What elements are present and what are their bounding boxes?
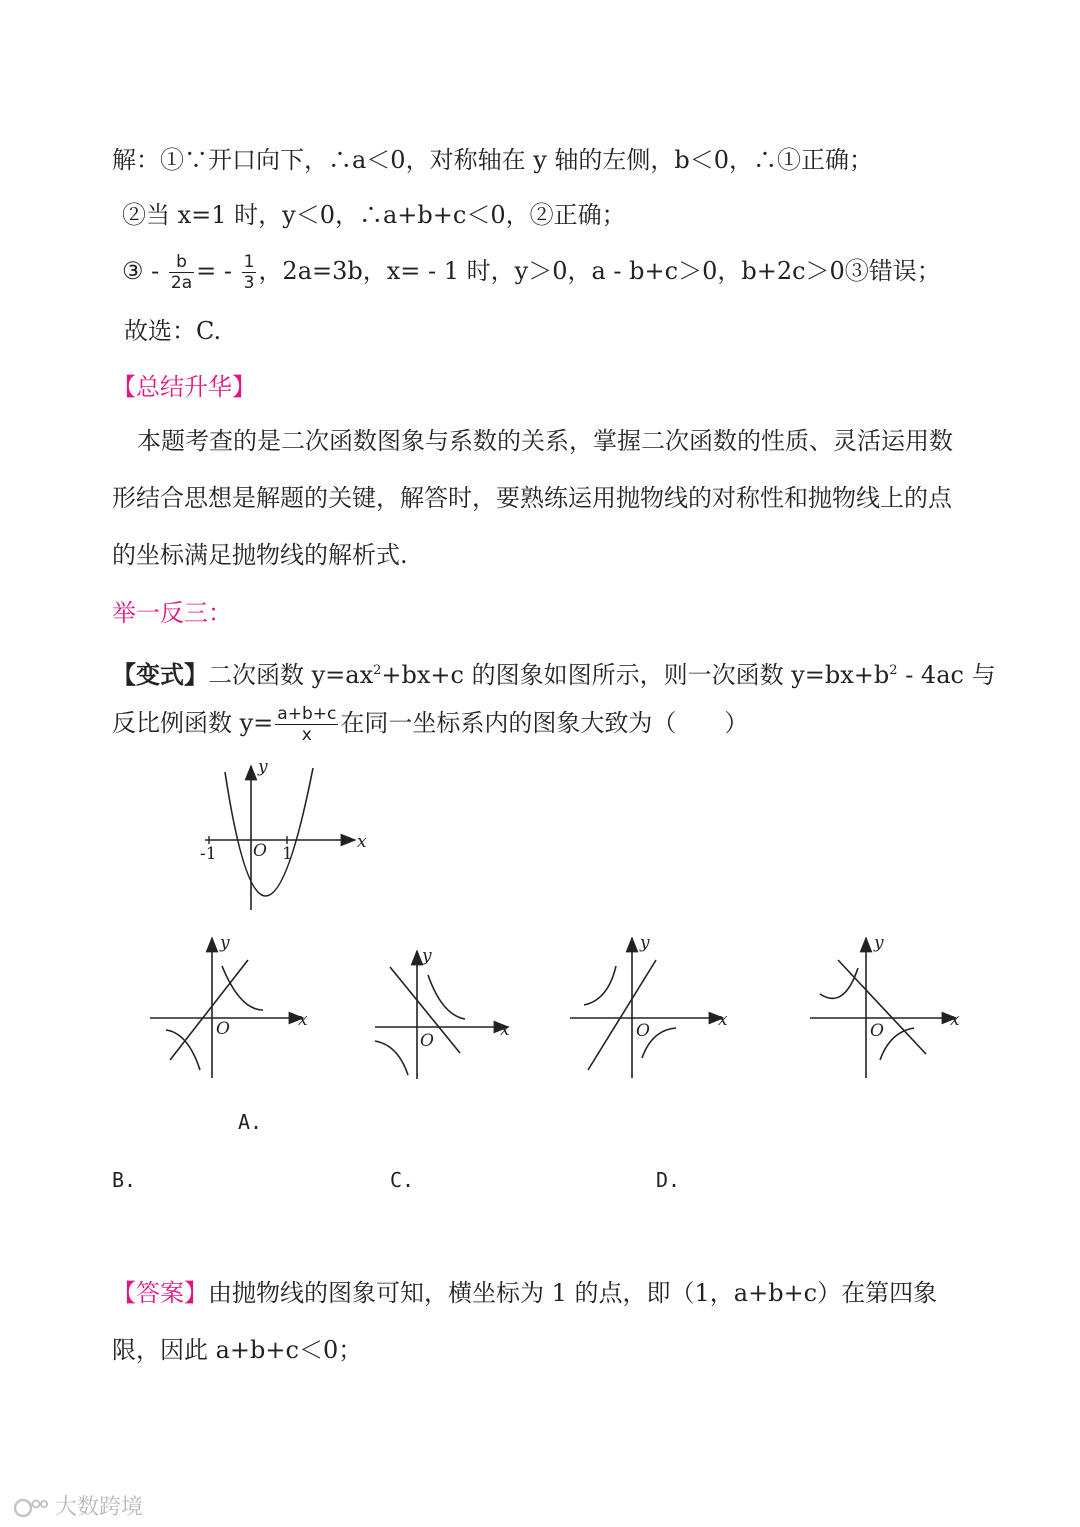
svg-text:O: O — [420, 1031, 434, 1051]
tick-label-neg1: -1 — [200, 844, 217, 864]
watermark: 大数跨境 — [14, 1490, 143, 1521]
fraction-b-over-2a: $\frac{b}{2a}$ — [170, 252, 193, 293]
watermark-logo-icon — [14, 1497, 48, 1519]
tick-label-1: 1 — [282, 844, 293, 864]
option-b-graph — [370, 945, 520, 1085]
variant-question-line-1: 【变式】二次函数 $y=ax^2+bx+c$ 的图象如图所示，则一次函数 $y=bx+b^2 - 4ac$ 与 — [112, 660, 996, 689]
svg-text:O: O — [636, 1021, 650, 1041]
option-a-graph — [148, 930, 318, 1085]
option-b-hyperbola-upper — [428, 975, 465, 1019]
solution-line-3: ③ - $\frac{b}{2a}$ = - $\frac{1}{3}$ ，2a=3b，x= - 1 时，y＞0，a - b+c＞0，b+2c＞0③错误； — [122, 252, 941, 293]
fraction-1-over-3: $\frac{1}{3}$ — [243, 252, 255, 293]
parabola-graph — [195, 757, 375, 920]
solution-line-2: ②当 x=1 时，y＜0，∴a+b+c＜0，②正确； — [122, 201, 626, 229]
option-a-hyperbola-lower — [166, 1030, 200, 1070]
svg-text:O: O — [870, 1021, 884, 1041]
svg-text:x: x — [718, 1010, 728, 1030]
svg-text:y: y — [422, 946, 432, 966]
svg-text:x: x — [500, 1020, 510, 1040]
variant-tag: 【变式】 — [112, 660, 208, 689]
option-d-graph — [808, 930, 968, 1085]
option-c-hyperbola-upper — [584, 966, 616, 1005]
option-d-label: D. — [656, 1168, 681, 1192]
svg-text:O: O — [216, 1019, 230, 1039]
solution-line-4: 故选：C. — [124, 317, 222, 345]
axis-y-label: y — [258, 757, 268, 777]
svg-text:x: x — [298, 1010, 308, 1030]
parabola-curve — [225, 768, 313, 896]
variant-section-title: 举一反三： — [112, 599, 232, 627]
option-a-line — [170, 960, 248, 1060]
svg-text:x: x — [950, 1010, 960, 1030]
variant-question-line-2: 反比例函数 y= $\frac{a+b+c}{x}$ 在同一坐标系内的图象大致为（ ） — [112, 704, 749, 745]
option-c-graph — [568, 930, 733, 1085]
option-c-line — [588, 960, 656, 1070]
option-d-hyperbola-upper — [820, 968, 858, 998]
summary-paragraph: 本题考查的是二次函数图象与系数的关系，掌握二次函数的性质、灵活运用数形结合思想是解题的关键，解答时，要熟练运用抛物线的对称性和抛物线上的点的坐标满足抛物线的解析式. — [112, 427, 953, 569]
answer-paragraph: 【答案】由抛物线的图象可知，横坐标为 1 的点，即（1，a+b+c）在第四象限，因此 a+b+c＜0； — [112, 1279, 938, 1364]
fraction-abc-over-x: $\frac{a+b+c}{x}$ — [277, 704, 337, 745]
svg-text:y: y — [640, 933, 650, 953]
option-b-hyperbola-lower — [375, 1041, 408, 1075]
svg-text:y: y — [874, 933, 884, 953]
origin-label: O — [253, 841, 267, 861]
summary-heading: 【总结升华】 — [112, 373, 256, 401]
answer-tag: 【答案】 — [112, 1279, 208, 1307]
svg-text:y: y — [220, 933, 230, 953]
solution-line-1: 解：①∵开口向下，∴a＜0，对称轴在 y 轴的左侧，b＜0，∴①正确； — [112, 146, 874, 174]
option-a-hyperbola-upper — [222, 966, 263, 1010]
option-b-label: B. — [112, 1168, 137, 1192]
option-a-label: A. — [238, 1110, 263, 1134]
option-c-label: C. — [390, 1168, 415, 1192]
option-d-hyperbola-lower — [880, 1028, 914, 1060]
axis-x-label: x — [357, 832, 367, 852]
